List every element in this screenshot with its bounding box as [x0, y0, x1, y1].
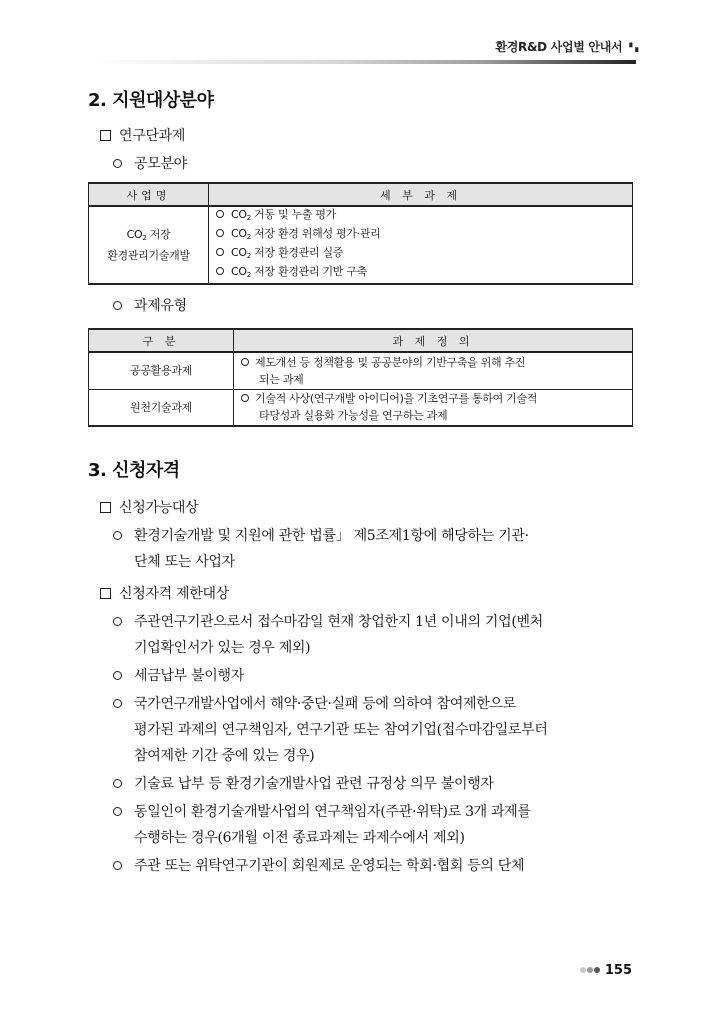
checkbox-square-icon — [100, 502, 111, 513]
definition-item: 기술적 사상(연구개발 아이디어)을 기초연구를 통하여 기술적 타당성과 실용화 가능성을 연구하는 과제 — [234, 390, 632, 424]
task-item: $CO_2$ 저장 환경 위해성 평가·관리 — [209, 226, 632, 245]
page-number: 155 — [604, 963, 632, 978]
table-header-tasks: 세 부 과 제 — [209, 183, 633, 206]
eligibility-item: 환경기술개발 및 지원에 관한 법률」 제5조제1항에 해당하는 기관· — [113, 525, 529, 545]
restriction-item: 주관연구기관으로서 접수마감일 현재 창업한지 1년 이내의 기업(벤처 — [113, 611, 543, 631]
table-header-program: 사업명 — [89, 183, 209, 206]
circle-bullet-icon — [113, 807, 122, 816]
section3-title: 3. 신청자격 — [88, 460, 180, 481]
circle-bullet-icon — [241, 394, 249, 402]
table2-header-type: 구 분 — [89, 329, 234, 352]
header-rule — [88, 60, 636, 64]
corner-mark-icon: ▝▗ — [626, 43, 638, 52]
circle-bullet-icon — [113, 159, 122, 168]
circle-bullet-icon — [241, 358, 249, 366]
program-name-cell: $CO_2$ 저장 환경관리기술개발 — [89, 206, 209, 284]
page-footer — [580, 962, 632, 978]
task-item: $CO_2$ 저장 환경관리 기반 구축 — [209, 264, 632, 283]
circle-bullet-icon — [216, 229, 224, 237]
restriction-item: 세금납부 불이행자 — [113, 665, 244, 685]
running-head: 환경R&D 사업별 안내서 ▝▗ — [495, 40, 638, 54]
circle-bullet-icon — [113, 861, 122, 870]
section2-box-item: 연구단과제 — [100, 125, 185, 145]
section2-title: 2. 지원대상분야 — [88, 90, 214, 111]
circle-bullet-icon — [113, 301, 122, 310]
section3-box2: 신청자격 제한대상 — [100, 583, 229, 603]
section2-sub-item2: 과제유형 — [113, 295, 187, 315]
circle-bullet-icon — [113, 779, 122, 788]
eligibility-item-cont: 단체 또는 사업자 — [134, 554, 235, 570]
section2-sub-item: 공모분야 — [113, 153, 187, 173]
restriction-item-cont: 수행하는 경우(6개월 이전 종료과제는 과제수에서 제외) — [134, 830, 465, 846]
circle-bullet-icon — [216, 248, 224, 256]
circle-bullet-icon — [216, 210, 224, 218]
task-item: $CO_2$ 거동 및 누출 평가 — [209, 207, 632, 226]
support-field-table — [88, 182, 633, 285]
restriction-item-cont: 평가된 과제의 연구책임자, 연구기관 또는 참여기업(접수마감일로부터 — [134, 722, 548, 738]
circle-bullet-icon — [113, 671, 122, 680]
circle-bullet-icon — [113, 699, 122, 708]
restriction-item: 국가연구개발사업에서 해약·중단·실패 등에 의하여 참여제한으로 — [113, 693, 516, 713]
dots-icon — [580, 962, 601, 977]
definition-cell — [234, 352, 633, 389]
definition-item: 제도개선 등 정책활용 및 공공분야의 기반구축을 위해 추진 되는 과제 — [234, 354, 632, 388]
task-item: $CO_2$ 저장 환경관리 실증 — [209, 245, 632, 264]
restriction-item: 기술료 납부 등 환경기술개발사업 관련 규정상 의무 불이행자 — [113, 773, 494, 793]
restriction-item-cont: 참여제한 기간 중에 있는 경우) — [134, 748, 315, 764]
circle-bullet-icon — [113, 617, 122, 626]
restriction-item-cont: 기업확인서가 있는 경우 제외) — [134, 640, 311, 656]
task-list-cell — [209, 206, 633, 284]
circle-bullet-icon — [216, 267, 224, 275]
circle-bullet-icon — [113, 531, 122, 540]
checkbox-square-icon — [100, 130, 111, 141]
task-type-table — [88, 328, 633, 427]
table2-header-definition: 과 제 정 의 — [234, 329, 633, 352]
checkbox-square-icon — [100, 588, 111, 599]
restriction-item: 주관 또는 위탁연구기관이 회원제로 운영되는 학회·협회 등의 단체 — [113, 855, 524, 875]
type-cell: 원천기술과제 — [89, 389, 234, 426]
restriction-item: 동일인이 환경기술개발사업의 연구책임자(주관·위탁)로 3개 과제를 — [113, 801, 531, 821]
section3-box1: 신청가능대상 — [100, 497, 198, 517]
definition-cell — [234, 389, 633, 426]
type-cell: 공공활용과제 — [89, 352, 234, 389]
